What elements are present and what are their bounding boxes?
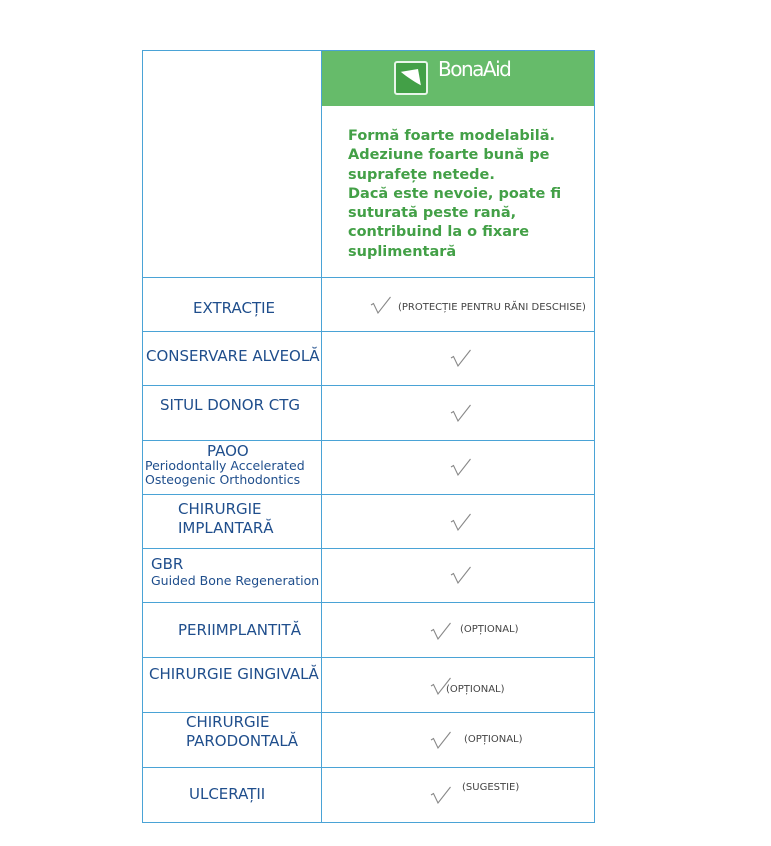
result-cell (322, 278, 595, 331)
description-line-3: Dacă este nevoie, poate fi suturată peste rană, contribuind la o fixare suplimentară (348, 185, 562, 260)
indication-cell (142, 658, 322, 712)
table-row (142, 495, 595, 549)
result-cell (322, 386, 595, 440)
product-header-cell (322, 51, 595, 277)
indication-label: SITUL DONOR CTG (160, 396, 301, 414)
header-row (142, 51, 595, 278)
table-row (142, 713, 595, 768)
result-note: (OPȚIONAL) (460, 624, 519, 635)
indication-sublabel: Guided Bone Regeneration (151, 573, 320, 588)
result-cell (322, 495, 595, 548)
product-description (348, 127, 583, 262)
indication-cell (142, 713, 322, 767)
checkmark-icon (450, 349, 472, 369)
indication-label: PAOO (207, 442, 249, 460)
indication-cell (142, 495, 322, 548)
checkmark-icon (430, 731, 452, 751)
result-note: (PROTECȚIE PENTRU RĂNI DESCHISE) (398, 302, 586, 313)
indication-cell (142, 332, 322, 385)
result-cell (322, 713, 595, 767)
indication-label: CHIRURGIE PARODONTALĂ (186, 713, 299, 750)
indication-cell (142, 549, 322, 602)
header-empty-cell (142, 51, 322, 277)
description-line-2: Adeziune foarte bună pe suprafețe netede. (348, 147, 550, 183)
indication-cell (142, 278, 322, 331)
table-row (142, 278, 595, 332)
result-cell (322, 603, 595, 657)
checkmark-icon (370, 296, 392, 316)
indication-label: EXTRACȚIE (193, 299, 276, 317)
result-note: (OPȚIONAL) (446, 684, 505, 695)
indication-cell (142, 768, 322, 822)
table-row (142, 549, 595, 603)
result-note: (SUGESTIE) (462, 782, 520, 793)
result-cell (322, 441, 595, 494)
indication-label: CONSERVARE ALVEOLĂ (146, 347, 320, 365)
indication-label: ULCERAȚII (189, 785, 266, 803)
indication-cell (142, 441, 322, 494)
indication-label: CHIRURGIE IMPLANTARĂ (178, 500, 274, 537)
indication-sublabel: Periodontally Accelerated Osteogenic Orthodontics (145, 458, 305, 487)
table-row (142, 332, 595, 386)
result-cell (322, 768, 595, 822)
result-note: (OPȚIONAL) (464, 734, 523, 745)
table-row (142, 658, 595, 713)
checkmark-icon (450, 566, 472, 586)
checkmark-icon (450, 458, 472, 478)
comparison-table (142, 50, 595, 823)
indication-label: GBR (151, 555, 184, 573)
result-cell (322, 332, 595, 385)
table-row (142, 386, 595, 441)
brand-name: BonaAid (438, 57, 511, 81)
checkmark-icon (430, 786, 452, 806)
checkmark-icon (450, 404, 472, 424)
indication-cell (142, 603, 322, 657)
table-row (142, 603, 595, 658)
indication-cell (142, 386, 322, 440)
description-line-1: Formă foarte modelabilă. (348, 128, 556, 144)
indication-label: CHIRURGIE GINGIVALĂ (149, 665, 319, 683)
result-cell (322, 658, 595, 712)
checkmark-icon (450, 513, 472, 533)
result-cell (322, 549, 595, 602)
table-row (142, 441, 595, 495)
brand-bar (322, 51, 594, 106)
bonaaid-logo-icon (394, 61, 428, 95)
indication-label: PERIIMPLANTITĂ (178, 621, 301, 639)
checkmark-icon (430, 622, 452, 642)
table-row (142, 768, 595, 823)
